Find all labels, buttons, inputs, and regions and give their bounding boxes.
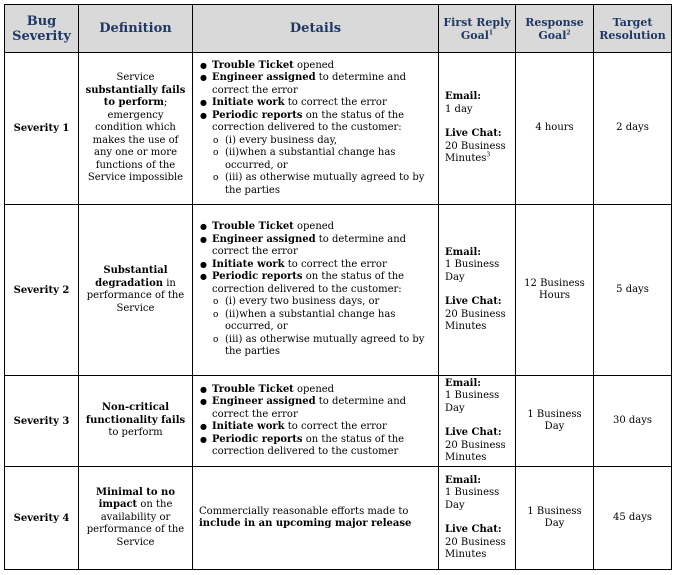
detail-item: ● Engineer assigned to determine and correct the error bbox=[199, 396, 434, 421]
detail-item: ● Trouble Ticket opened bbox=[199, 221, 434, 234]
first-reply-cell: Email: 1 day Live Chat: 20 Business Minutes$^3$ bbox=[439, 53, 516, 205]
severity-cell: Severity 3 bbox=[5, 376, 79, 467]
details-cell bbox=[193, 376, 439, 467]
table-row bbox=[5, 376, 672, 467]
first-reply-cell: Email: 1 Business Day Live Chat: 20 Business Minutes bbox=[439, 467, 516, 570]
detail-item: ● Trouble Ticket opened bbox=[199, 60, 434, 73]
header-severity: Bug Severity bbox=[5, 5, 79, 53]
bug-severity-table bbox=[4, 4, 672, 570]
detail-item: ● Initiate work to correct the error bbox=[199, 421, 434, 434]
definition-cell: Service substantially fails to perform; emergency condition which makes the use of any one or more functions of the Service impossible bbox=[79, 53, 193, 205]
response-cell: 12 Business Hours bbox=[516, 205, 594, 376]
resolution-cell: 45 days bbox=[594, 467, 672, 570]
response-cell: 1 Business Day bbox=[516, 467, 594, 570]
table-row bbox=[5, 53, 672, 205]
response-cell: 1 Business Day bbox=[516, 376, 594, 467]
detail-item: ● Trouble Ticket opened bbox=[199, 384, 434, 397]
details-cell bbox=[193, 53, 439, 205]
response-cell: 4 hours bbox=[516, 53, 594, 205]
detail-item: ● Engineer assigned to determine and correct the error bbox=[199, 72, 434, 97]
header-definition: Definition bbox=[79, 5, 193, 53]
detail-subitem: o (i) every two business days, or bbox=[213, 296, 434, 309]
detail-item: ● Periodic reports on the status of the correction delivered to the customer: bbox=[199, 110, 434, 135]
detail-subitem: o (ii)when a substantial change has occurred, or bbox=[213, 147, 434, 172]
resolution-cell: 2 days bbox=[594, 53, 672, 205]
detail-subitem: o (i) every business day, bbox=[213, 135, 434, 148]
detail-item: ● Periodic reports on the status of the correction delivered to the customer bbox=[199, 434, 434, 459]
details-cell: Commercially reasonable efforts made to include in an upcoming major release bbox=[193, 467, 439, 570]
detail-subitem: o (ii)when a substantial change has occurred, or bbox=[213, 309, 434, 334]
header-row bbox=[5, 5, 672, 53]
header-response: Response Goal$^2$ bbox=[516, 5, 594, 53]
severity-cell: Severity 4 bbox=[5, 467, 79, 570]
detail-item: ● Periodic reports on the status of the correction delivered to the customer: bbox=[199, 271, 434, 296]
definition-cell: Minimal to no impact on the availability or performance of the Service bbox=[79, 467, 193, 570]
detail-item: ● Initiate work to correct the error bbox=[199, 259, 434, 272]
definition-cell: Non-critical functionality fails to perform bbox=[79, 376, 193, 467]
resolution-cell: 30 days bbox=[594, 376, 672, 467]
header-first-reply: First Reply Goal$^1$ bbox=[439, 5, 516, 53]
detail-item: ● Engineer assigned to determine and correct the error bbox=[199, 234, 434, 259]
details-cell bbox=[193, 205, 439, 376]
header-details: Details bbox=[193, 5, 439, 53]
first-reply-cell: Email: 1 Business Day Live Chat: 20 Business Minutes bbox=[439, 205, 516, 376]
detail-item: ● Initiate work to correct the error bbox=[199, 97, 434, 110]
severity-cell: Severity 1 bbox=[5, 53, 79, 205]
first-reply-cell: Email: 1 Business Day Live Chat: 20 Business Minutes bbox=[439, 376, 516, 467]
table-row bbox=[5, 467, 672, 570]
detail-subitem: o (iii) as otherwise mutually agreed to by the parties bbox=[213, 172, 434, 197]
definition-cell: Substantial degradation in performance of the Service bbox=[79, 205, 193, 376]
table-row bbox=[5, 205, 672, 376]
detail-subitem: o (iii) as otherwise mutually agreed to by the parties bbox=[213, 334, 434, 359]
resolution-cell: 5 days bbox=[594, 205, 672, 376]
header-resolution: Target Resolution bbox=[594, 5, 672, 53]
severity-cell: Severity 2 bbox=[5, 205, 79, 376]
